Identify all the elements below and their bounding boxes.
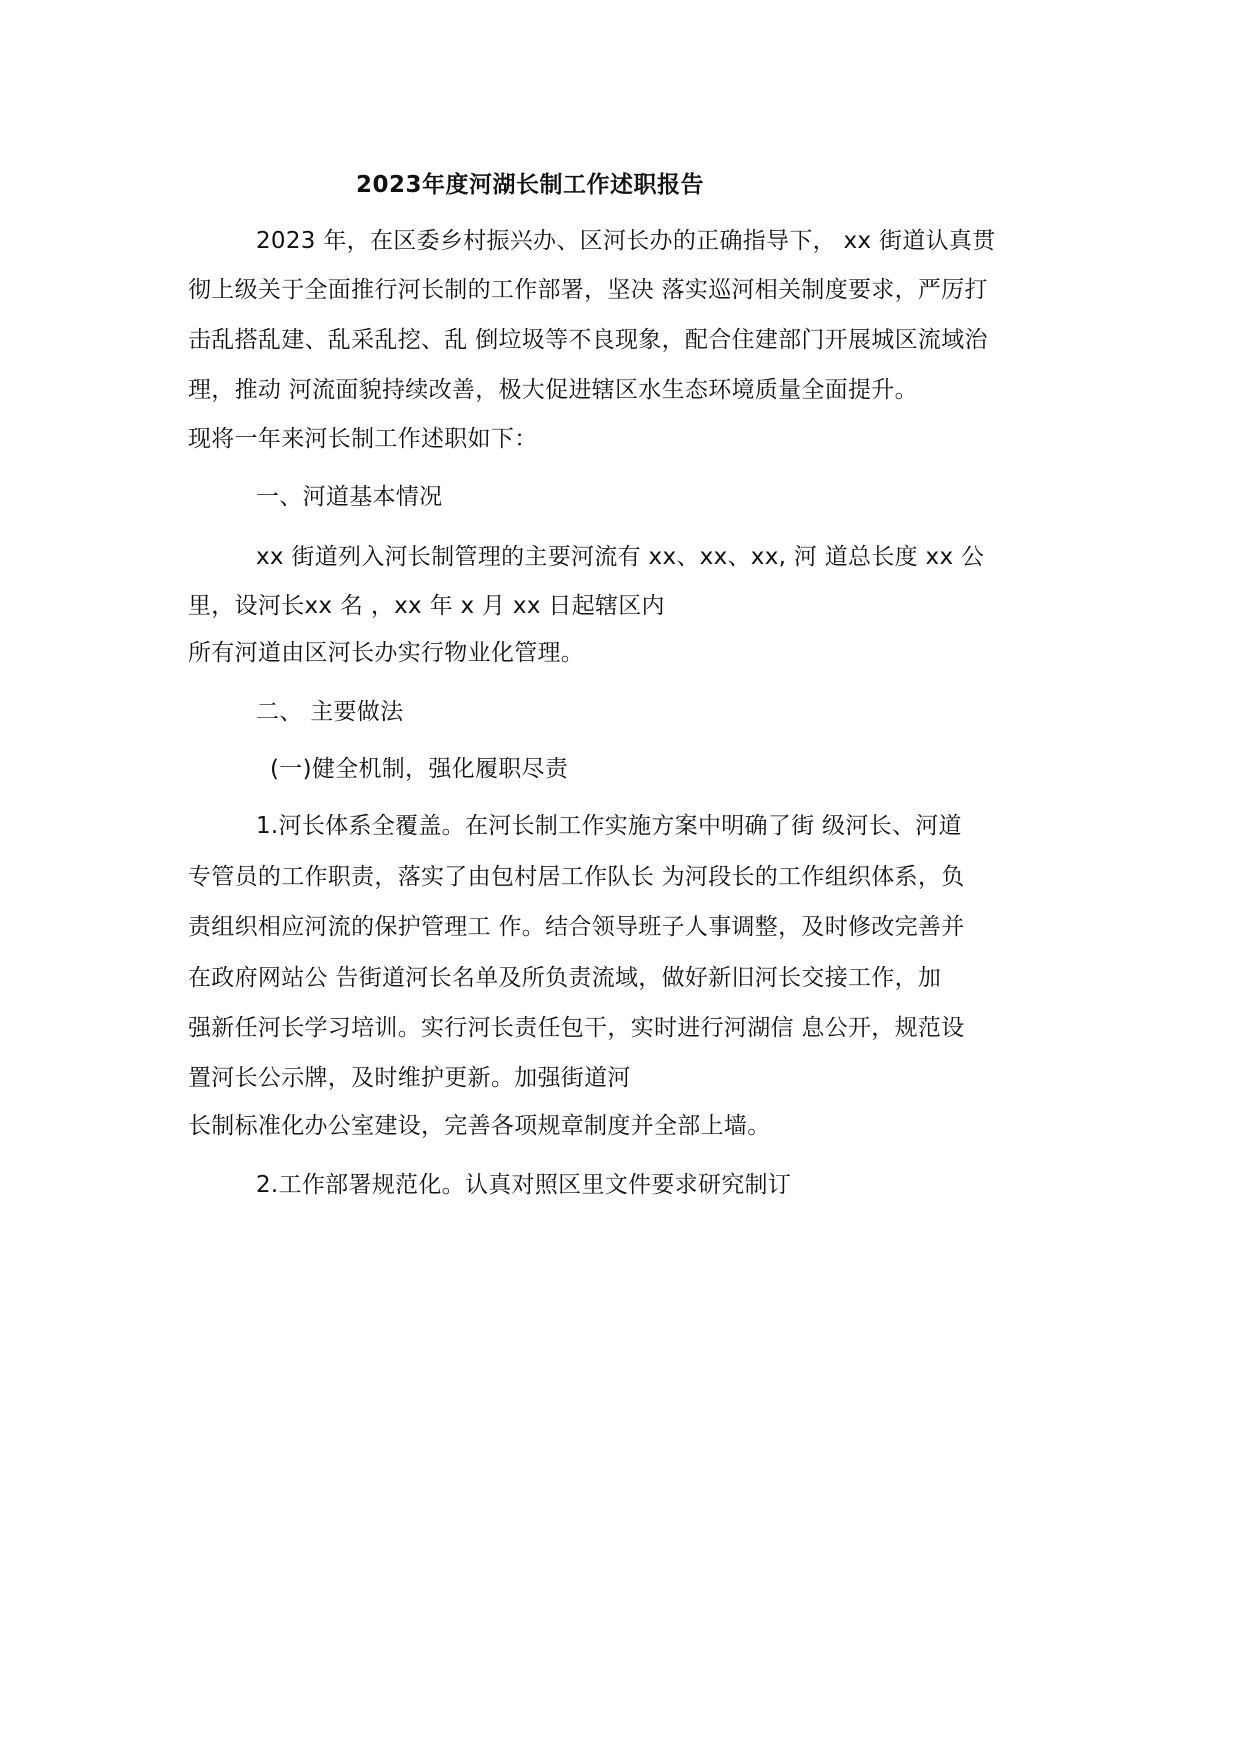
paragraph-line: 置河长公示牌，及时维护更新。加强街道河 (188, 1065, 631, 1091)
paragraph-line: 专管员的工作职责，落实了由包村居工作队长 为河段长的工作组织体系，负 (188, 864, 965, 890)
paragraph-line: 在政府网站公 告街道河长名单及所负责流域，做好新旧河长交接工作，加 (188, 965, 942, 991)
paragraph-line: 2.工作部署规范化。认真对照区里文件要求研究制订 (256, 1172, 792, 1198)
paragraph-line: 所有河道由区河长办实行物业化管理。 (188, 640, 585, 666)
paragraph-line: 击乱搭乱建、乱采乱挖、乱 倒垃圾等不良现象，配合住建部门开展城区流域治 (188, 327, 988, 353)
section-heading: 二、 主要做法 (256, 699, 404, 725)
section-heading: 一、河道基本情况 (256, 484, 443, 510)
paragraph-line: 长制标准化办公室建设，完善各项规章制度并全部上墙。 (188, 1113, 771, 1139)
paragraph-line: 1.河长体系全覆盖。在河长制工作实施方案中明确了街 级河长、河道 (256, 813, 962, 839)
document-title: 2023年度河湖长制工作述职报告 (356, 172, 705, 198)
paragraph-line: 强新任河长学习培训。实行河长责任包干，实时进行河湖信 息公开，规范设 (188, 1015, 965, 1041)
paragraph-line: 责组织相应河流的保护管理工 作。结合领导班子人事调整，及时修改完善并 (188, 914, 965, 940)
paragraph-line: 现将一年来河长制工作述职如下： (188, 426, 538, 452)
paragraph-line: 里，设河长xx 名 ，xx 年 x 月 xx 日起辖区内 (188, 593, 665, 619)
paragraph-line: 理，推动 河流面貌持续改善，极大促进辖区水生态环境质量全面提升。 (188, 377, 918, 403)
paragraph-line: 2023 年，在区委乡村振兴办、区河长办的正确指导下， xx 街道认真贯 (256, 228, 996, 254)
subsection-heading: (一)健全机制，强化履职尽责 (270, 756, 569, 782)
paragraph-line: 彻上级关于全面推行河长制的工作部署，坚决 落实巡河相关制度要求，严厉打 (188, 277, 988, 303)
paragraph-line: xx 街道列入河长制管理的主要河流有 xx、xx、xx, 河 道总长度 xx 公 (256, 544, 985, 570)
